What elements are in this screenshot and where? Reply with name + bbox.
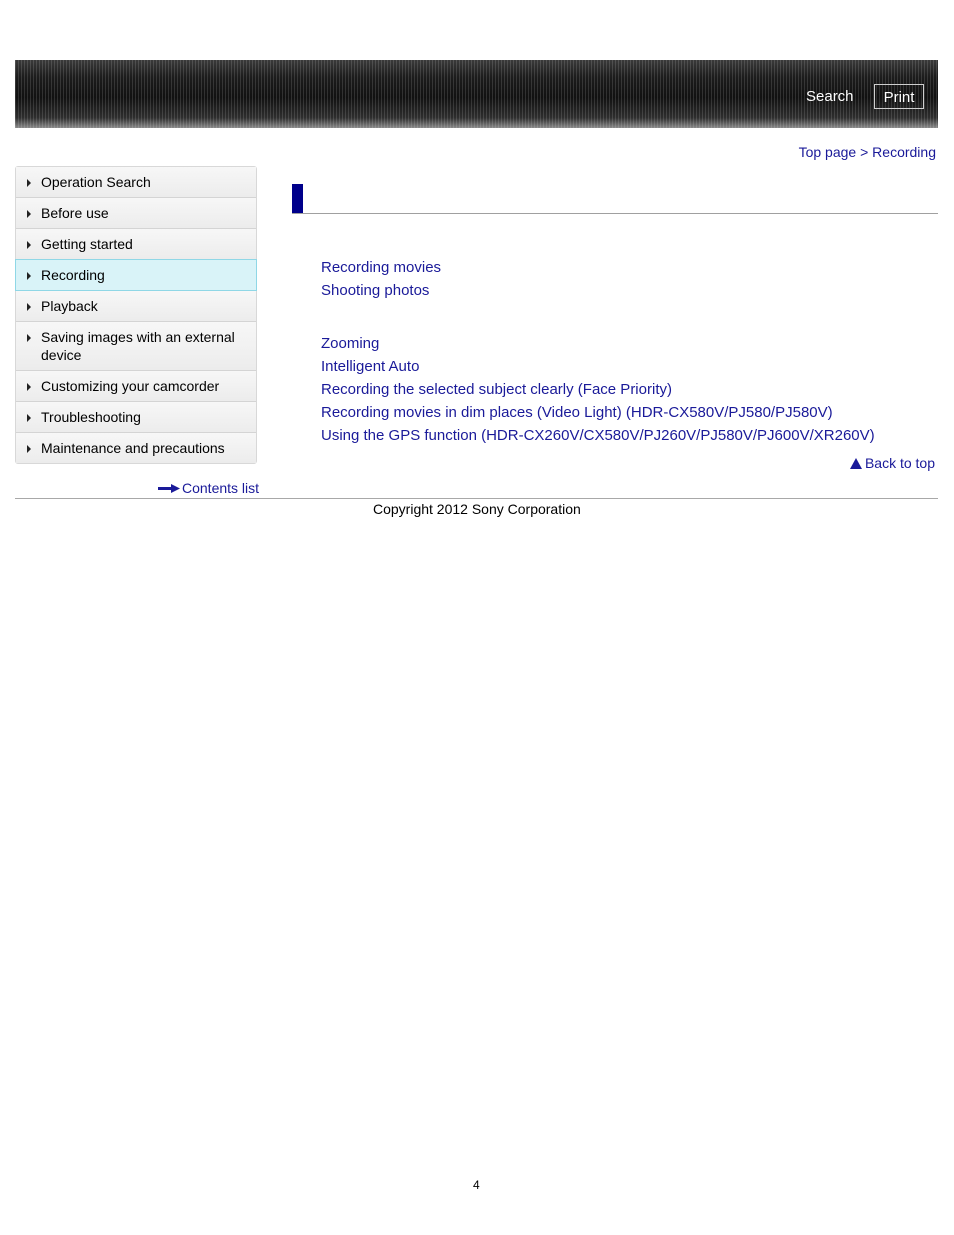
- sidebar-item-label: Troubleshooting: [41, 409, 141, 425]
- triangle-right-icon: [27, 414, 31, 422]
- arrow-right-icon: [158, 484, 180, 494]
- sidebar-item-label: Playback: [41, 298, 98, 314]
- contents-list-link[interactable]: [158, 480, 259, 496]
- link-zooming[interactable]: Zooming: [321, 335, 380, 352]
- breadcrumb-separator: >: [856, 144, 873, 160]
- back-to-top-link[interactable]: [850, 455, 935, 471]
- contents-list-label: Contents list: [182, 480, 260, 496]
- sidebar-item-troubleshooting[interactable]: [16, 402, 256, 433]
- search-button[interactable]: Search: [806, 88, 854, 105]
- link-intelligent-auto[interactable]: Intelligent Auto: [321, 358, 420, 375]
- link-video-light[interactable]: Recording movies in dim places (Video Light) (HDR-CX580V/PJ580/PJ580V): [321, 404, 833, 421]
- sidebar-item-customizing[interactable]: [16, 371, 256, 402]
- breadcrumb-current[interactable]: Recording: [872, 144, 936, 160]
- triangle-right-icon: [27, 383, 31, 391]
- copyright: Copyright 2012 Sony Corporation: [373, 501, 581, 517]
- page-number: 4: [473, 1178, 480, 1192]
- sidebar-nav: [15, 166, 257, 464]
- breadcrumb-top-page[interactable]: Top page: [798, 144, 857, 160]
- page-title-bar: [292, 184, 938, 214]
- sidebar-item-maintenance[interactable]: [16, 433, 256, 463]
- sidebar-item-saving-images[interactable]: [16, 322, 256, 371]
- breadcrumb: [799, 144, 936, 160]
- sidebar-item-label: Customizing your camcorder: [41, 378, 220, 394]
- title-marker: [292, 184, 303, 213]
- sidebar-item-recording[interactable]: [15, 259, 257, 291]
- sidebar-item-label: Before use: [41, 205, 109, 221]
- sidebar-item-label: Operation Search: [41, 174, 151, 190]
- triangle-up-icon: [850, 458, 862, 469]
- triangle-right-icon: [27, 179, 31, 187]
- sidebar-item-operation-search[interactable]: [16, 167, 256, 198]
- triangle-right-icon: [27, 334, 31, 342]
- triangle-right-icon: [27, 210, 31, 218]
- print-button[interactable]: Print: [874, 84, 924, 109]
- footer-divider: [15, 498, 938, 499]
- link-shooting-photos[interactable]: Shooting photos: [321, 282, 430, 299]
- triangle-right-icon: [27, 303, 31, 311]
- sidebar-item-before-use[interactable]: [16, 198, 256, 229]
- sidebar-item-label: Maintenance and precautions: [41, 440, 225, 456]
- header-bar: [15, 60, 938, 128]
- link-face-priority[interactable]: Recording the selected subject clearly (Face Priority): [321, 381, 672, 398]
- back-to-top-label: Back to top: [864, 455, 935, 471]
- triangle-right-icon: [27, 445, 31, 453]
- sidebar-item-label: Getting started: [41, 236, 133, 252]
- sidebar-item-getting-started[interactable]: [16, 229, 256, 260]
- sidebar-item-label: Recording: [41, 267, 105, 283]
- sidebar-item-label: Saving images with an external device: [41, 329, 235, 363]
- sidebar-item-playback[interactable]: [16, 291, 256, 322]
- triangle-right-icon: [27, 272, 31, 280]
- link-recording-movies[interactable]: Recording movies: [321, 259, 442, 276]
- link-gps-function[interactable]: Using the GPS function (HDR-CX260V/CX580V/PJ260V/PJ580V/PJ600V/XR260V): [321, 427, 875, 444]
- triangle-right-icon: [27, 241, 31, 249]
